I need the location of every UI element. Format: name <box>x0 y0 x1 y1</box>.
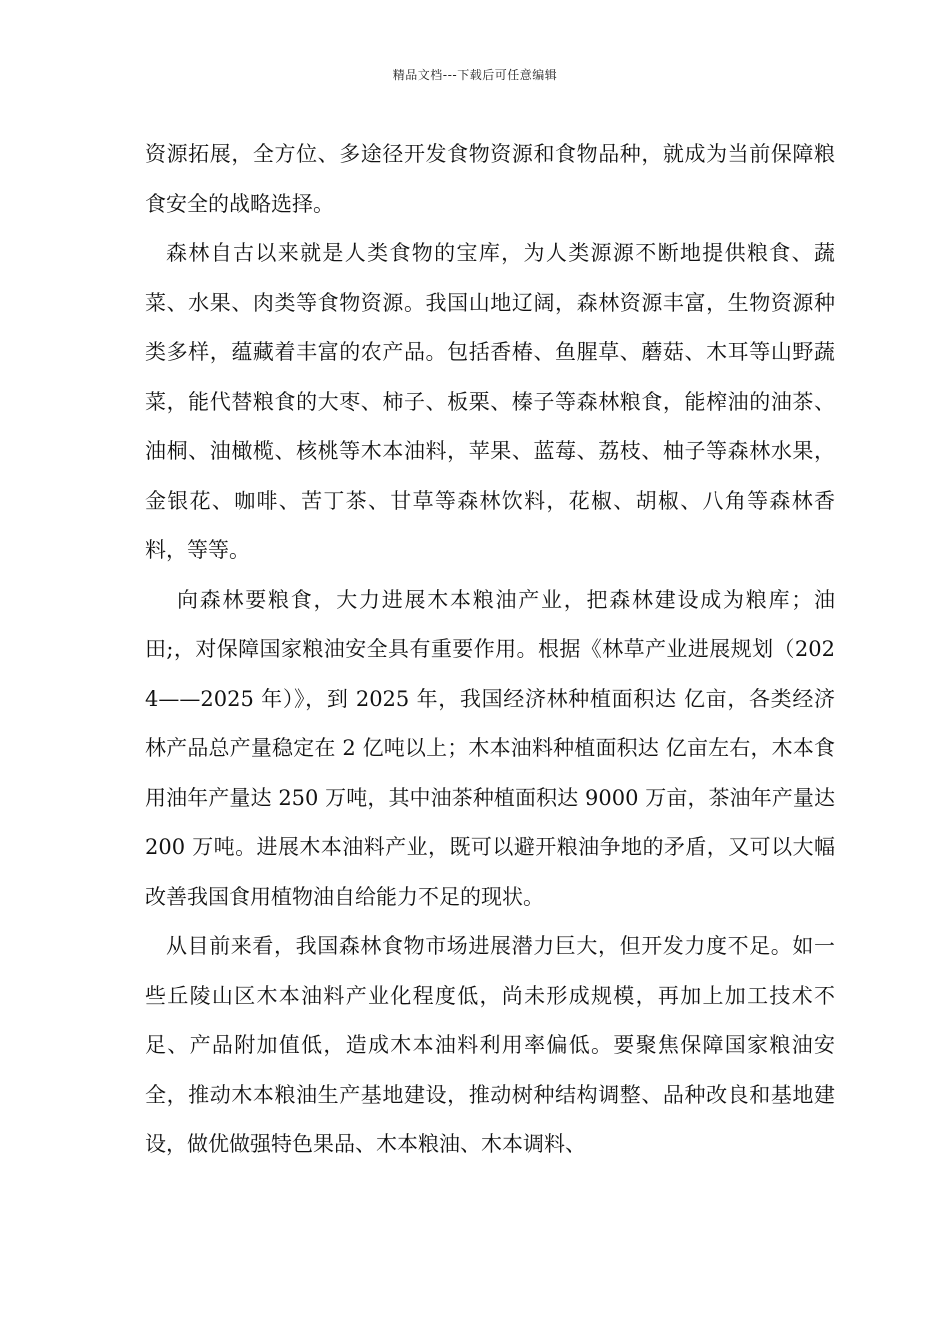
document-body <box>145 130 835 1170</box>
paragraph-2: 森林自古以来就是人类食物的宝库，为人类源源不断地提供粮食、蔬菜、水果、肉类等食物资源。我国山地辽阔，森林资源丰富，生物资源种类多样，蕴藏着丰富的农产品。包括香椿、鱼腥草、蘑菇、木耳等山野蔬菜，能代替粮食的大枣、柿子、板栗、榛子等森林粮食，能榨油的油茶、油桐、油橄榄、核桃等木本油料，苹果、蓝莓、荔枝、柚子等森林水果，金银花、咖啡、苦丁茶、甘草等森林饮料，花椒、胡椒、八角等森林香料，等等。 <box>145 241 835 562</box>
paragraph-1: 资源拓展，全方位、多途径开发食物资源和食物品种，就成为当前保障粮食安全的战略选择。 <box>145 142 835 216</box>
paragraph-3: 向森林要粮食，大力进展木本粮油产业，把森林建设成为粮库；油田;，对保障国家粮油安全具有重要作用。根据《林草产业进展规划（2024——2025 年）》，到 2025 年，我国经济林种植面积达 亿亩，各类经济林产品总产量稳定在 2 亿吨以上；木本油料种植面积达 亿亩左右，木本食用油年产量达 250 万吨，其中油茶种植面积达 9000 万亩，茶油年产量达 200 万吨。进展木本油料产业，既可以避开粮油争地的矛盾，又可以大幅改善我国食用植物油自给能力不足的现状。 <box>145 587 835 909</box>
page-header: 精品文档---下载后可任意编辑 <box>392 68 558 82</box>
paragraph-4: 从目前来看，我国森林食物市场进展潜力巨大，但开发力度不足。如一些丘陵山区木本油料产业化程度低，尚未形成规模，再加上加工技术不足、产品附加值低，造成木本油料利用率偏低。要聚焦保障国家粮油安全，推动木本粮油生产基地建设，推动树种结构调整、品种改良和基地建设，做优做强特色果品、木本粮油、木本调料、 <box>145 934 835 1156</box>
